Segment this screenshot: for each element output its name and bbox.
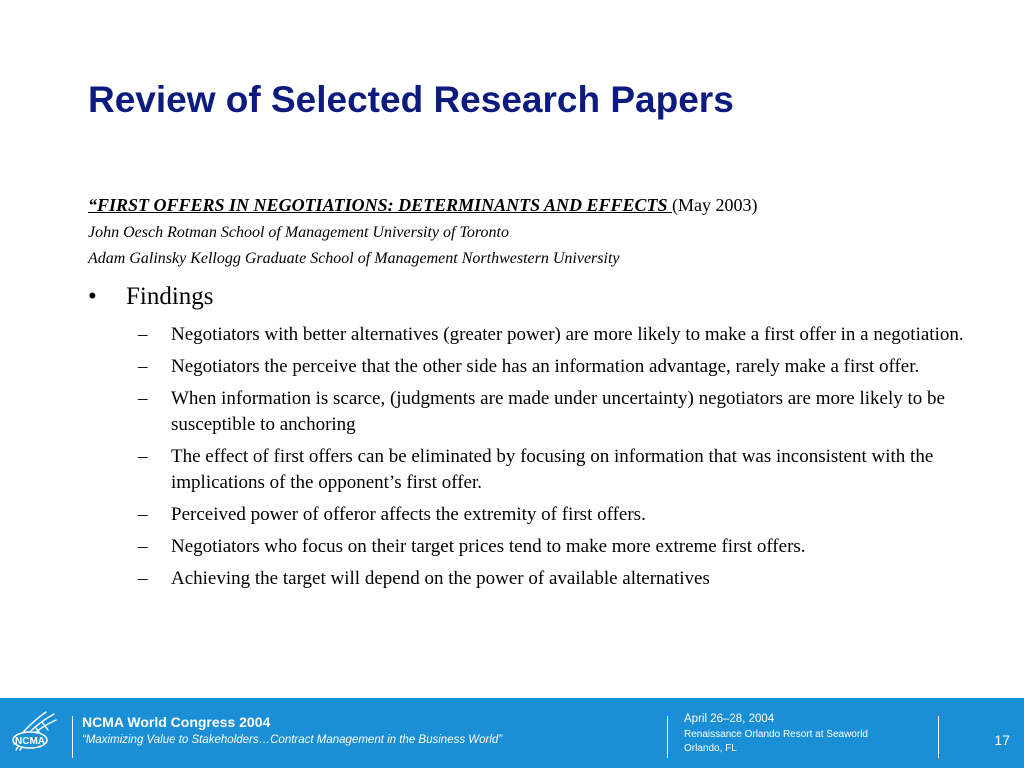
footer-divider: [938, 716, 939, 758]
findings-heading: [88, 280, 214, 314]
conference-tagline: “Maximizing Value to Stakeholders…Contract Management in the Business World”: [82, 734, 503, 746]
finding-text: Negotiators with better alternatives (greater power) are more likely to make a first offer in a negotiation.: [171, 324, 964, 345]
findings-list: [138, 322, 968, 598]
finding-text: Perceived power of offeror affects the extremity of first offers.: [171, 504, 646, 525]
paper-author-1: John Oesch Rotman School of Management University of Toronto: [88, 224, 509, 241]
paper-author-2: Adam Galinsky Kellogg Graduate School of Management Northwestern University: [88, 250, 620, 267]
footer-divider: [667, 716, 668, 758]
dash-icon: –: [138, 504, 148, 525]
paper-date: (May 2003): [671, 195, 758, 215]
paper-citation: [88, 193, 988, 217]
finding-text: The effect of first offers can be eliminated by focusing on information that was inconsistent with the implications of the opponent’s first offer.: [171, 446, 934, 493]
dash-icon: –: [138, 388, 148, 409]
finding-item: [138, 534, 968, 560]
dash-icon: –: [138, 324, 148, 345]
finding-item: [138, 444, 968, 496]
finding-text: Negotiators who focus on their target prices tend to make more extreme first offers.: [171, 536, 806, 557]
dash-icon: –: [138, 446, 148, 467]
bullet-icon: •: [88, 283, 97, 310]
slide-title: Review of Selected Research Papers: [88, 79, 734, 120]
footer-bar: [0, 698, 1024, 768]
finding-text: Achieving the target will depend on the power of available alternatives: [171, 568, 710, 589]
finding-text: When information is scarce, (judgments are made under uncertainty) negotiators are more likely to be susceptible to anchoring: [171, 388, 945, 435]
event-venue: Renaissance Orlando Resort at Seaworld: [684, 729, 868, 740]
dash-icon: –: [138, 536, 148, 557]
finding-item: [138, 566, 968, 592]
conference-name: NCMA World Congress 2004: [82, 714, 271, 730]
finding-item: [138, 322, 968, 348]
footer-divider: [72, 716, 73, 758]
finding-item: [138, 502, 968, 528]
logo-text: NCMA: [15, 736, 45, 747]
paper-title: “FIRST OFFERS IN NEGOTIATIONS: DETERMINANTS AND EFFECTS: [88, 195, 672, 215]
finding-text: Negotiators the perceive that the other side has an information advantage, rarely make a first offer.: [171, 356, 920, 377]
findings-label: Findings: [126, 283, 214, 310]
event-date: April 26–28, 2004: [684, 713, 775, 725]
dash-icon: –: [138, 356, 148, 377]
page-number: 17: [994, 732, 1010, 748]
dash-icon: –: [138, 568, 148, 589]
ncma-logo-icon: [6, 706, 62, 760]
finding-item: [138, 386, 968, 438]
finding-item: [138, 354, 968, 380]
event-city: Orlando, FL: [684, 743, 737, 754]
